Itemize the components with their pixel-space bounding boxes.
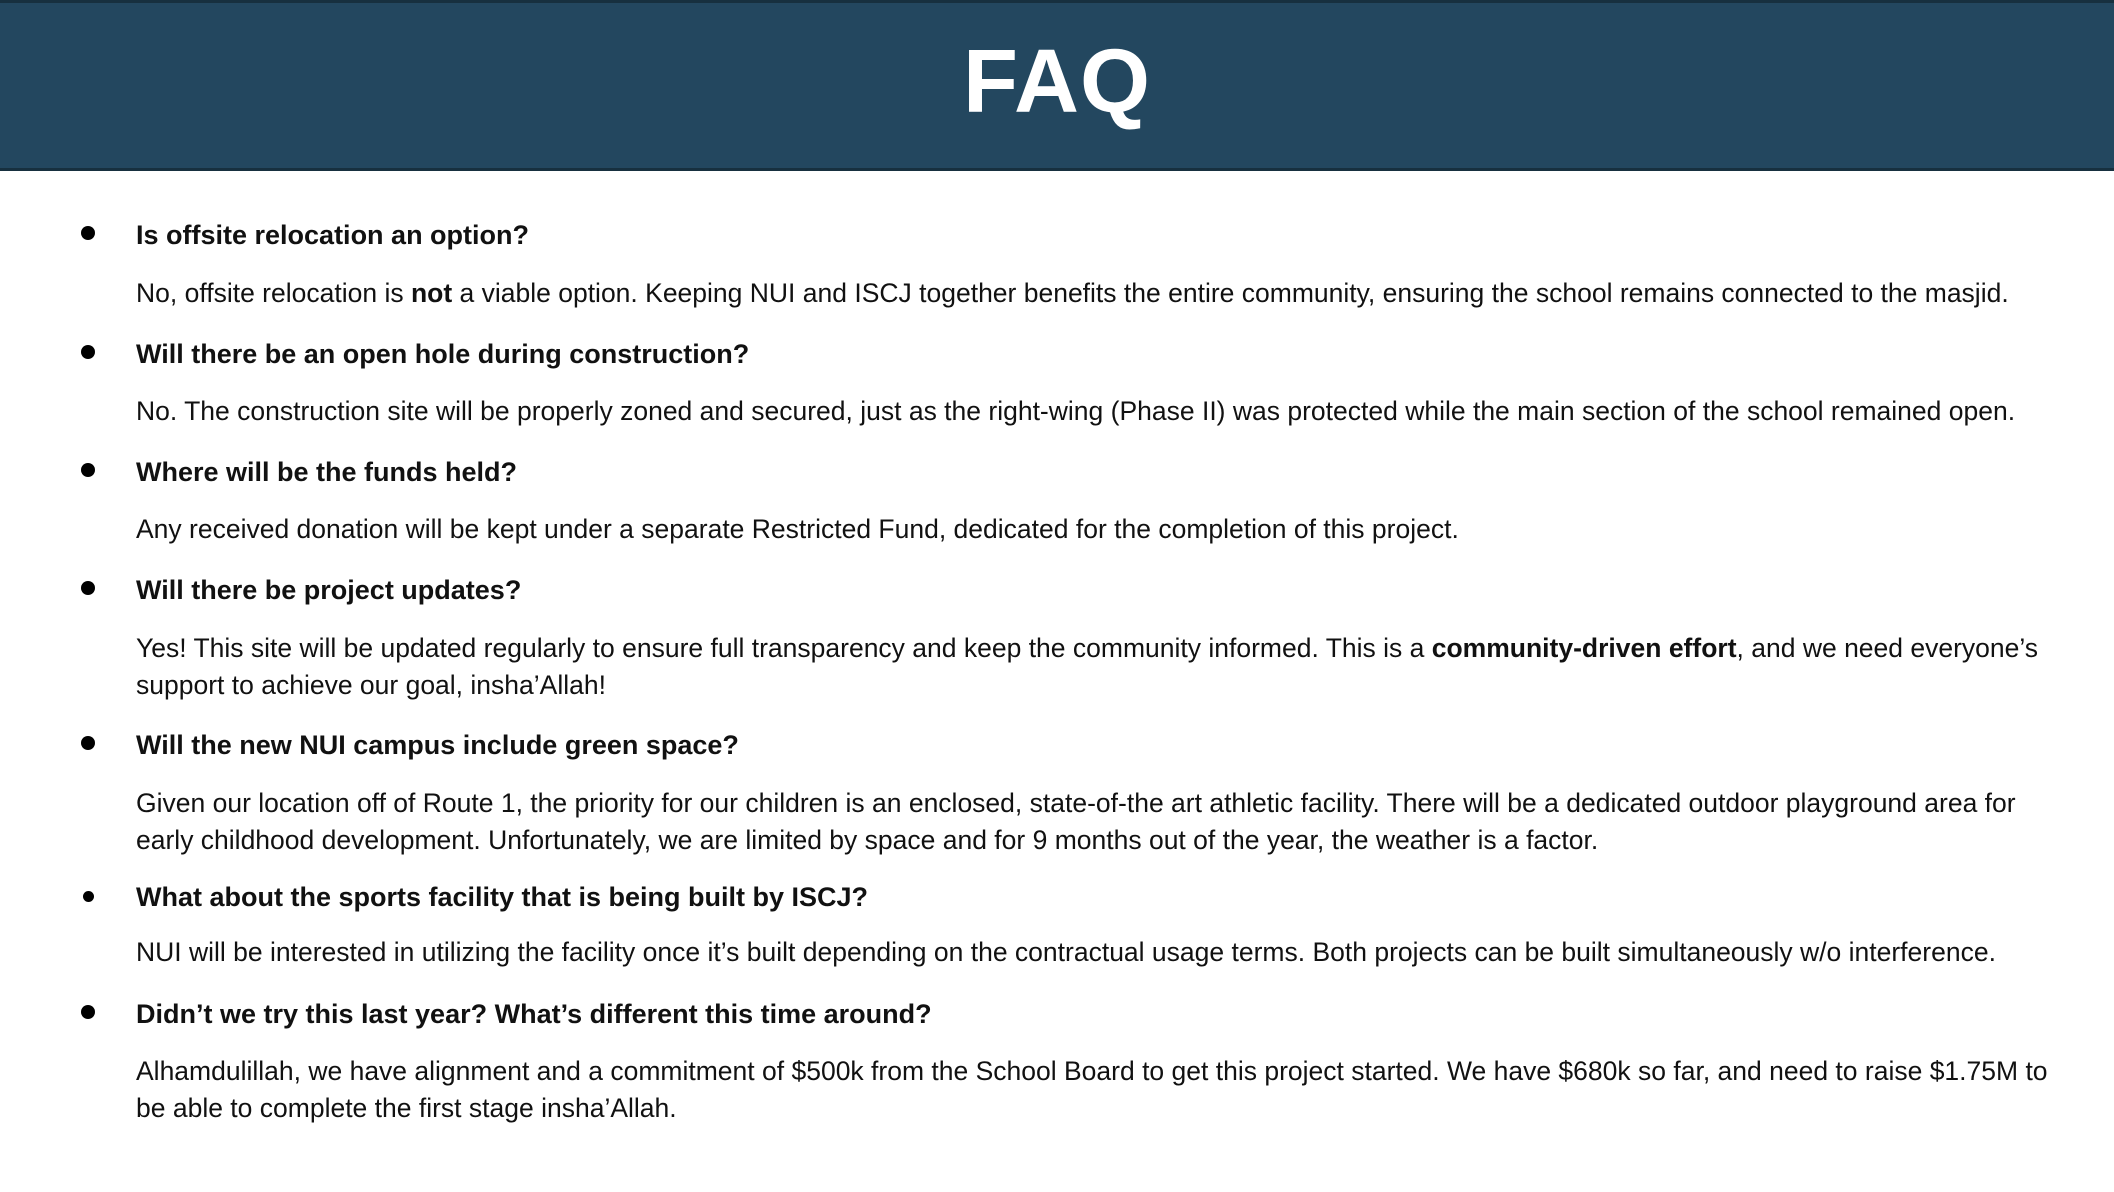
bullet-icon [83,891,94,902]
faq-question: Will there be project updates? [136,575,522,605]
faq-question: Will there be an open hole during construction? [136,339,750,369]
faq-answer: NUI will be interested in utilizing the facility once it’s built depending on the contractual usage terms. Both projects can be built simultaneously w/o interference. [136,937,1996,967]
answer-text: Yes! This site will be updated regularly to ensure full transparency and keep the community informed. This is a [136,633,1432,663]
faq-answer: No. The construction site will be properly zoned and secured, just as the right-wing (Phase II) was protected while the main section of the school remained open. [136,396,2016,426]
bullet-icon [81,463,95,477]
answer-text: , and we need everyone’s support to achieve our goal, insha’Allah! [136,633,2039,700]
page-title: FAQ [962,31,1151,132]
answer-emphasis: community-driven effort [1431,633,1737,663]
faq-question: What about the sports facility that is being built by ISCJ? [136,882,869,912]
answer-text: No, offsite relocation is [136,278,411,308]
faq-question: Didn’t we try this last year? What’s different this time around? [136,999,932,1029]
faq-answer: Any received donation will be kept under a separate Restricted Fund, dedicated for the completion of this project. [136,514,1459,544]
faq-question: Is offsite relocation an option? [136,220,530,250]
faq-answer [136,275,2076,312]
answer-emphasis: not [410,278,453,308]
faq-answer: Given our location off of Route 1, the priority for our children is an enclosed, state-of-the art athletic facility. There will be a dedicated outdoor playground area for early childhood development. Unfortunately, we are limited by space and for 9 months out of the year, the weather is a factor. [136,788,2016,855]
faq-question: Will the new NUI campus include green space? [136,730,739,760]
bullet-icon [81,226,95,240]
answer-text: a viable option. Keeping NUI and ISCJ together benefits the entire community, ensuring the school remains connected to the masjid. [452,278,2009,308]
bullet-icon [81,1005,95,1019]
faq-answer [136,630,2076,704]
bullet-icon [81,736,95,750]
faq-answer: Alhamdulillah, we have alignment and a commitment of $500k from the School Board to get this project started. We have $680k so far, and need to raise $1.75M to be able to complete the first stage insha’Allah. [136,1056,2048,1123]
bullet-icon [81,345,95,359]
faq-question: Where will be the funds held? [136,457,518,487]
bullet-icon [81,581,95,595]
